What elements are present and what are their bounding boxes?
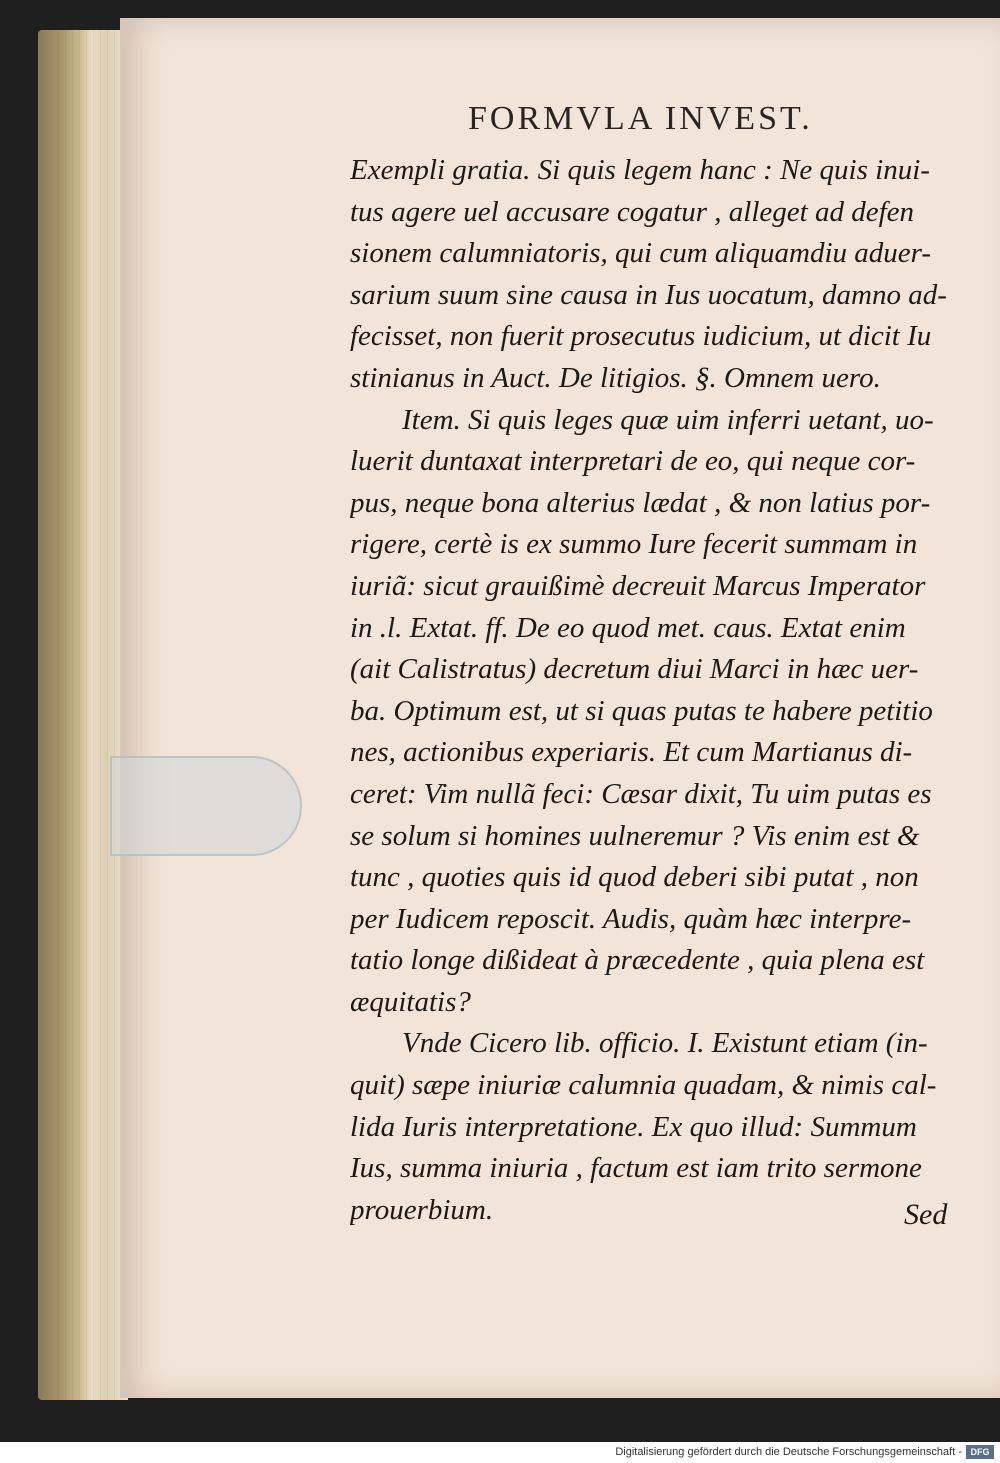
text-block [350, 150, 956, 1231]
text-line: in .l. Extat. ff. De eo quod met. caus. Extat enim [350, 611, 906, 644]
text-line: Ius, summa iniuria , factum est iam trito sermone [350, 1152, 922, 1185]
text-line: quit) sæpe iniuriæ calumnia quadam, & nimis cal- [350, 1069, 937, 1102]
text-line: ba. Optimum est, ut si quas putas te habere petitio [350, 694, 933, 727]
text-line: Vnde Cicero lib. officio. I. Existunt etiam (in- [402, 1027, 928, 1060]
running-head: FORMVLA INVEST. [468, 100, 813, 137]
text-line: stinianus in Auct. De litigios. §. Omnem uero. [350, 361, 881, 394]
text-line: tus agere uel accusare cogatur , alleget ad defen [350, 195, 915, 228]
footer-credit: Digitalisierung gefördert durch die Deutsche Forschungsgemeinschaft - [615, 1446, 962, 1458]
text-line: nes, actionibus experiaris. Et cum Martianus di- [350, 736, 913, 769]
text-line: prouerbium. [350, 1193, 494, 1226]
book-page-edges [38, 30, 128, 1400]
text-line: luerit duntaxat interpretari de eo, qui neque cor- [350, 445, 916, 478]
text-line: se solum si homines uulneremur ? Vis enim est & [350, 819, 920, 852]
text-line: pus, neque bona alterius lædat , & non latius por- [350, 486, 931, 519]
text-line: sionem calumniatoris, qui cum aliquamdiu aduer- [350, 237, 931, 270]
text-line: lida Iuris interpretatione. Ex quo illud: Summum [350, 1110, 917, 1143]
text-line: æquitatis? [350, 985, 471, 1018]
catchword: Sed [904, 1198, 948, 1231]
text-line: rigere, certè is ex summo Iure fecerit summam in [350, 528, 918, 561]
text-line: tunc , quoties quis id quod deberi sibi putat , non [350, 861, 919, 894]
text-line: tatio longe dißideat à præcedente , quia plena est [350, 944, 925, 977]
dfg-logo-icon: DFG [966, 1445, 994, 1459]
text-line: per Iudicem reposcit. Audis, quàm hæc interpre- [350, 902, 912, 935]
plastic-page-clip [110, 756, 302, 856]
text-line: Item. Si quis leges quæ uim inferri uetant, uo- [402, 403, 934, 436]
text-line: ceret: Vim nullã feci: Cæsar dixit, Tu uim putas es [350, 777, 932, 810]
text-line: iuriã: sicut grauißimè decreuit Marcus Imperator [350, 569, 926, 602]
text-line: fecisset, non fuerit prosecutus iudicium, ut dicit Iu [350, 320, 932, 353]
text-line: Exempli gratia. Si quis legem hanc : Ne quis inui- [350, 154, 930, 186]
footer-bar [0, 1442, 1000, 1463]
text-line: (ait Calistratus) decretum diui Marci in hæc uer- [350, 653, 919, 686]
text-line: sarium suum sine causa in Ius uocatum, damno ad- [350, 278, 947, 311]
